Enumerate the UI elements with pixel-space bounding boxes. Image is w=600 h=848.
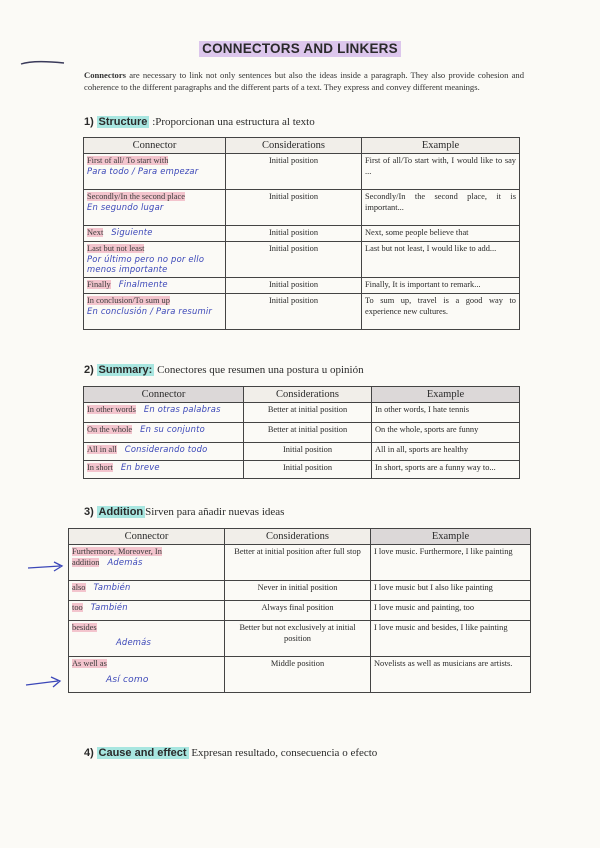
consideration-cell: Initial position xyxy=(226,190,362,226)
consideration-cell: Never in initial position xyxy=(225,581,371,601)
example-cell: I love music. Furthermore, I like painting xyxy=(371,545,531,581)
col-header-connector: Connector xyxy=(84,387,244,403)
example-cell: Finally, It is important to remark... xyxy=(362,278,520,294)
table-row xyxy=(84,242,520,278)
consideration-cell: Better but not exclusively at initial position xyxy=(225,621,371,657)
col-header-connector: Connector xyxy=(84,138,226,154)
handwritten-note: En breve xyxy=(120,462,160,472)
addition-table xyxy=(68,528,531,693)
col-header-considerations: Considerations xyxy=(244,387,372,403)
connector-text: In other words xyxy=(87,405,136,414)
table-row xyxy=(84,403,520,423)
arrow-icon xyxy=(24,676,64,690)
consideration-cell: Initial position xyxy=(244,443,372,461)
connector-text: too xyxy=(72,603,83,612)
table-row xyxy=(84,461,520,479)
table-row xyxy=(69,657,531,693)
table-row xyxy=(84,226,520,242)
handwritten-note: Por último pero no por ello menos importante xyxy=(87,254,205,274)
example-cell: Secondly/In the second place, it is important... xyxy=(362,190,520,226)
connector-text: All in all xyxy=(87,445,117,454)
col-header-example: Example xyxy=(362,138,520,154)
handwritten-note: Además xyxy=(116,637,152,647)
table-row xyxy=(84,190,520,226)
col-header-considerations: Considerations xyxy=(225,529,371,545)
table-row xyxy=(84,443,520,461)
example-cell: First of all/To start with, I would like to say ... xyxy=(362,154,520,190)
handwritten-note: Así como xyxy=(106,675,149,685)
connector-text: In conclusion/To sum up xyxy=(87,296,170,305)
consideration-cell: Initial position xyxy=(226,242,362,278)
example-cell: Last but not least, I would like to add... xyxy=(362,242,520,278)
table-row xyxy=(69,545,531,581)
structure-table xyxy=(83,137,520,330)
handwritten-note: Considerando todo xyxy=(124,444,208,454)
handwritten-note: Para todo / Para empezar xyxy=(87,166,199,176)
col-header-example: Example xyxy=(372,387,520,403)
consideration-cell: Initial position xyxy=(226,278,362,294)
intro-text: are necessary to link not only sentences but also the ideas inside a paragraph. They also provide cohesion and coherence to the different paragraphs and the different parts of a text. They express and convey different meanings. xyxy=(84,70,524,92)
handwritten-note: Siguiente xyxy=(111,227,153,237)
arrow-icon xyxy=(26,561,66,573)
example-cell: All in all, sports are healthy xyxy=(372,443,520,461)
intro-lead: Connectors xyxy=(84,70,127,80)
handwritten-note: Finalmente xyxy=(118,279,168,289)
table-row xyxy=(69,601,531,621)
table-row xyxy=(84,294,520,330)
consideration-cell: Middle position xyxy=(225,657,371,693)
example-cell: In other words, I hate tennis xyxy=(372,403,520,423)
example-cell: Novelists as well as musicians are artists. xyxy=(371,657,531,693)
consideration-cell: Better at initial position xyxy=(244,423,372,443)
consideration-cell: Better at initial position after full stop xyxy=(225,545,371,581)
connector-text: besides xyxy=(72,623,97,632)
connector-text: Furthermore, Moreover, In addition xyxy=(72,547,162,567)
connector-text: In short xyxy=(87,463,113,472)
handwritten-note: Además xyxy=(107,557,143,567)
section-structure-heading: 1) Structure :Proporcionan una estructura al texto xyxy=(84,116,315,128)
connector-text: Next xyxy=(87,228,104,237)
handwritten-note: También xyxy=(93,582,131,592)
connector-text: Finally xyxy=(87,280,111,289)
example-cell: On the whole, sports are funny xyxy=(372,423,520,443)
handwritten-note: También xyxy=(90,602,128,612)
table-row xyxy=(69,621,531,657)
handwritten-note: En otras palabras xyxy=(143,404,221,414)
col-header-considerations: Considerations xyxy=(226,138,362,154)
connector-text: As well as xyxy=(72,659,107,668)
example-cell: In short, sports are a funny way to... xyxy=(372,461,520,479)
table-row xyxy=(69,581,531,601)
connector-text: Secondly/In the second place xyxy=(87,192,185,201)
connector-text: also xyxy=(72,583,86,592)
intro-paragraph xyxy=(84,70,524,93)
example-cell: To sum up, travel is a good way to experience new cultures. xyxy=(362,294,520,330)
handwritten-note: En conclusión / Para resumir xyxy=(87,306,213,316)
connector-text: On the whole xyxy=(87,425,133,434)
example-cell: I love music and painting, too xyxy=(371,601,531,621)
section-addition-heading: 3) Addition Sirven para añadir nuevas ideas xyxy=(84,506,285,518)
example-cell: I love music but I also like painting xyxy=(371,581,531,601)
table-row xyxy=(84,278,520,294)
col-header-example: Example xyxy=(371,529,531,545)
example-cell: I love music and besides, I like painting xyxy=(371,621,531,657)
section-summary-heading: 2) Summary: Conectores que resumen una postura u opinión xyxy=(84,364,364,376)
col-header-connector: Connector xyxy=(69,529,225,545)
summary-table xyxy=(83,386,520,479)
pen-mark xyxy=(20,58,66,70)
connector-text: First of all/ To start with xyxy=(87,156,169,165)
section-cause-effect-heading: 4) Cause and effect Expresan resultado, consecuencia o efecto xyxy=(84,747,378,759)
handwritten-note: En su conjunto xyxy=(140,424,205,434)
table-row xyxy=(84,154,520,190)
consideration-cell: Initial position xyxy=(226,294,362,330)
example-cell: Next, some people believe that xyxy=(362,226,520,242)
consideration-cell: Initial position xyxy=(226,154,362,190)
consideration-cell: Initial position xyxy=(226,226,362,242)
consideration-cell: Initial position xyxy=(244,461,372,479)
consideration-cell: Better at initial position xyxy=(244,403,372,423)
page-title: CONNECTORS AND LINKERS xyxy=(0,41,600,56)
connector-text: Last but not least xyxy=(87,244,145,253)
handwritten-note: En segundo lugar xyxy=(87,202,164,212)
consideration-cell: Always final position xyxy=(225,601,371,621)
table-row xyxy=(84,423,520,443)
